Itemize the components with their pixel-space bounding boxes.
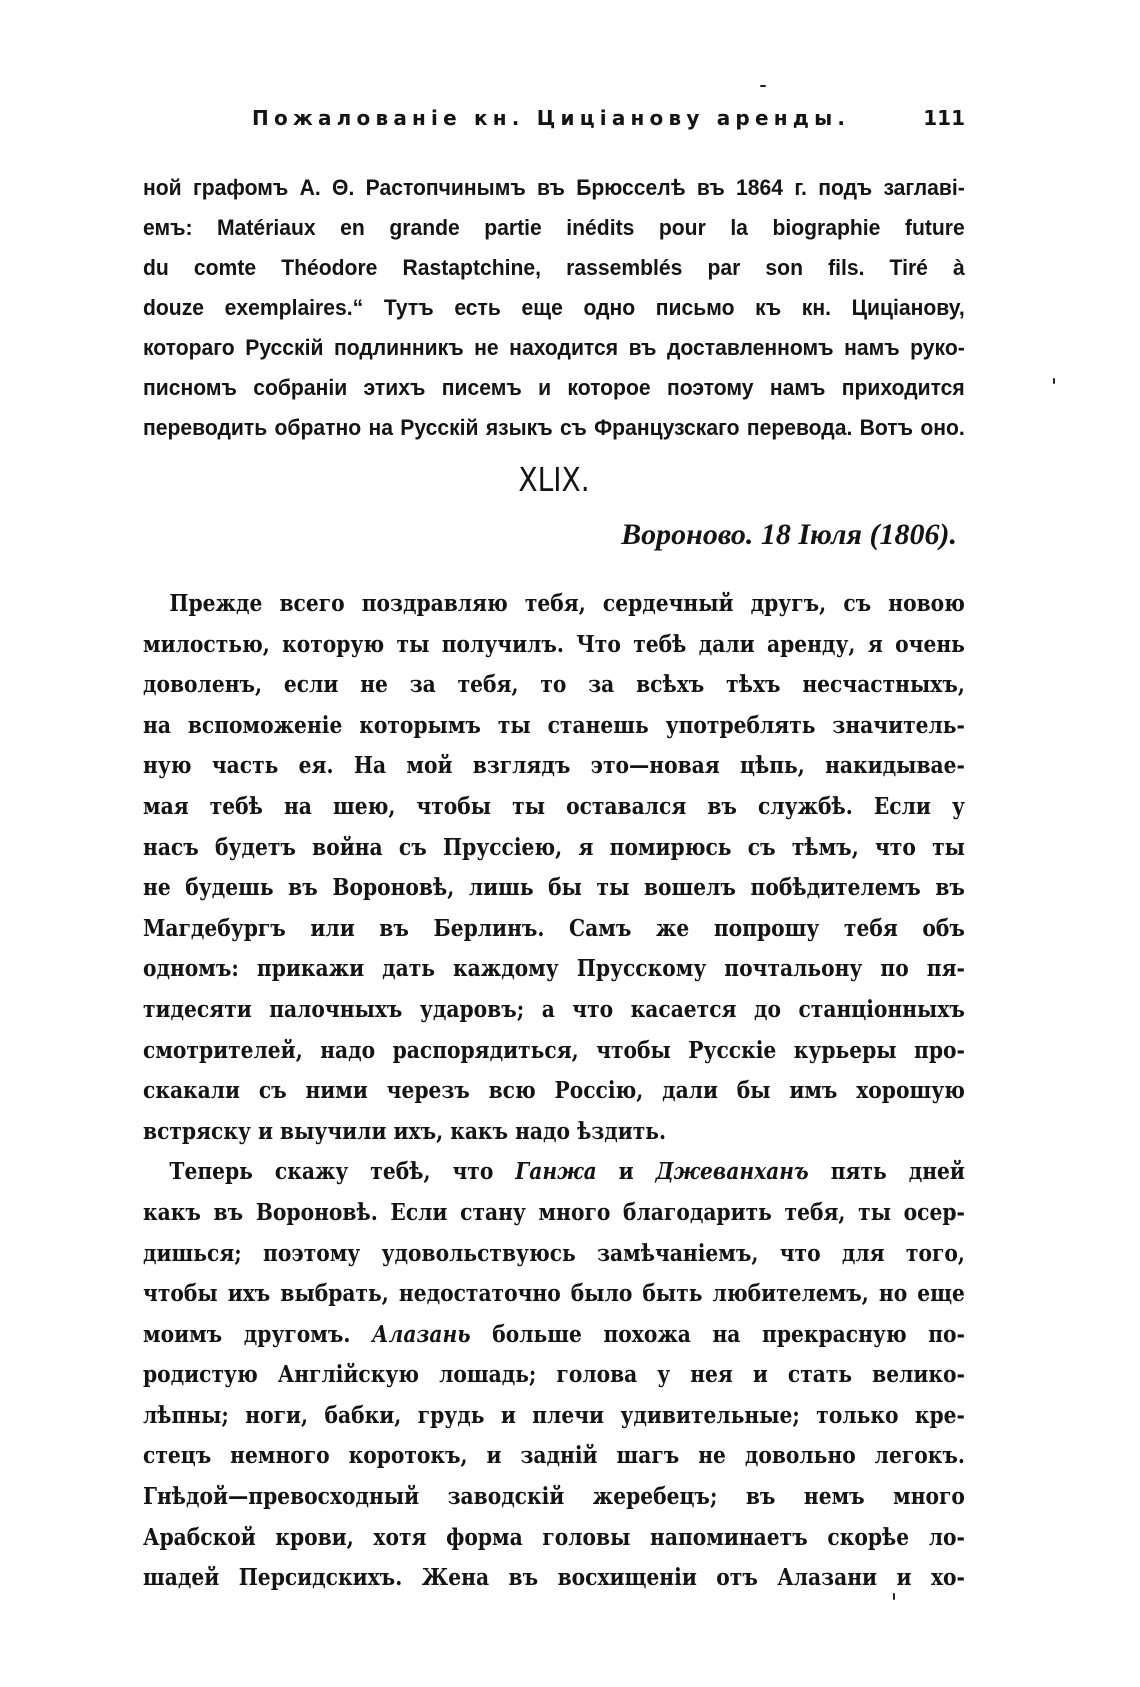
body-line: родистую Англійскую лошадь; голова у нея и стать велико- — [143, 1361, 965, 1389]
body-text-run: и — [596, 1158, 656, 1186]
letter-dateline: Вороново. 18 Іюля (1806). — [621, 518, 957, 551]
body-line: ную часть ея. На мой взглядъ это—новая цѣпь, накидывае- — [143, 752, 965, 780]
body-line: лѣпны; ноги, бабки, грудь и плечи удивительные; только кре- — [143, 1401, 965, 1429]
intro-line: емъ: Matériaux en grande partie inédits pour la biographie future — [143, 215, 965, 240]
body-line: чтобы ихъ выбрать, недостаточно было быть любителемъ, но еще — [143, 1280, 965, 1308]
intro-paragraph — [143, 168, 965, 448]
body-text-run: пять дней — [808, 1158, 965, 1186]
body-line: стецъ немного коротокъ, и задній шагъ не довольно легокъ. — [143, 1442, 965, 1470]
horse-name: Ганжа — [515, 1158, 597, 1186]
body-line — [143, 1152, 965, 1193]
body-line: какъ въ Вороновѣ. Если стану много благодарить тебя, ты осер- — [143, 1198, 965, 1226]
body-line: одномъ: прикажи дать каждому Прусскому почтальону по пя- — [143, 955, 965, 983]
intro-line: писномъ собраніи этихъ писемъ и которое поэтому намъ приходится — [143, 375, 965, 400]
body-text-run: моимъ другомъ. — [143, 1320, 373, 1348]
letter-number: XLIX. — [518, 460, 590, 499]
body-line — [143, 1315, 965, 1356]
running-title: Пожалованіе кн. Циціанову аренды. — [252, 106, 851, 130]
body-line: милостью, которую ты получилъ. Что тебѣ дали аренду, я очень — [143, 630, 965, 658]
intro-line: переводить обратно на Русскій языкъ съ Французскаго перевода. Вотъ оно. — [143, 415, 965, 440]
body-text-run: Теперь скажу тебѣ, что — [169, 1158, 516, 1186]
horse-name: Алазань — [372, 1320, 471, 1348]
body-line: доволенъ, если не за тебя, то за всѣхъ тѣхъ несчастныхъ, — [143, 671, 965, 699]
intro-line: ной графомъ А. Θ. Растопчинымъ въ Брюсселѣ въ 1864 г. подъ заглаві- — [143, 175, 965, 200]
body-line: шадей Персидскихъ. Жена въ восхищеніи отъ Алазани и хо- — [143, 1564, 965, 1592]
print-speck — [893, 1593, 895, 1600]
body-line: на вспоможеніе которымъ ты станешь употреблять значитель- — [143, 711, 965, 739]
body-line: Арабской крови, хотя форма головы напоминаетъ скорѣе ло- — [143, 1523, 965, 1551]
letter-body — [143, 584, 965, 1599]
body-line: насъ будетъ война съ Пруссіею, я помирюсь съ тѣмъ, что ты — [143, 833, 965, 861]
body-line: Прежде всего поздравляю тебя, сердечный другъ, съ новою — [169, 590, 965, 617]
running-header — [143, 106, 965, 140]
intro-line: douze exemplaires.“ Тутъ есть еще одно письмо къ кн. Циціанову, — [143, 295, 965, 320]
print-speck — [760, 85, 766, 87]
intro-line: du comte Théodore Rastaptchine, rassemblés par son fils. Tiré à — [143, 255, 965, 280]
body-line: мая тебѣ на шею, чтобы ты оставался въ службѣ. Если у — [143, 792, 965, 820]
body-text-run: больше похожа на прекрасную по- — [470, 1320, 965, 1348]
body-line: не будешь въ Вороновѣ, лишь бы ты вошелъ побѣдителемъ въ — [143, 874, 965, 902]
body-line: Гнѣдой—превосходный заводскій жеребецъ; въ немъ много — [143, 1483, 965, 1511]
intro-line: котораго Русскій подлинникъ не находится въ доставленномъ намъ руко- — [143, 335, 965, 360]
body-line: скакали съ ними черезъ всю Россію, дали бы имъ хорошую — [143, 1077, 965, 1105]
body-line: Магдебургъ или въ Берлинъ. Самъ же попрошу тебя объ — [143, 914, 965, 942]
body-line: смотрителей, надо распорядиться, чтобы Русскіе курьеры про- — [143, 1036, 965, 1064]
body-line: встряску и выучили ихъ, какъ надо ѣздить. — [143, 1117, 667, 1145]
body-line: тидесяти палочныхъ ударовъ; а что касается до станціонныхъ — [143, 995, 965, 1023]
print-speck — [1053, 378, 1055, 384]
horse-name: Джеванханъ — [655, 1158, 809, 1186]
page-number: 111 — [923, 106, 965, 130]
body-line: дишься; поэтому удовольствуюсь замѣчаніемъ, что для того, — [143, 1239, 965, 1267]
